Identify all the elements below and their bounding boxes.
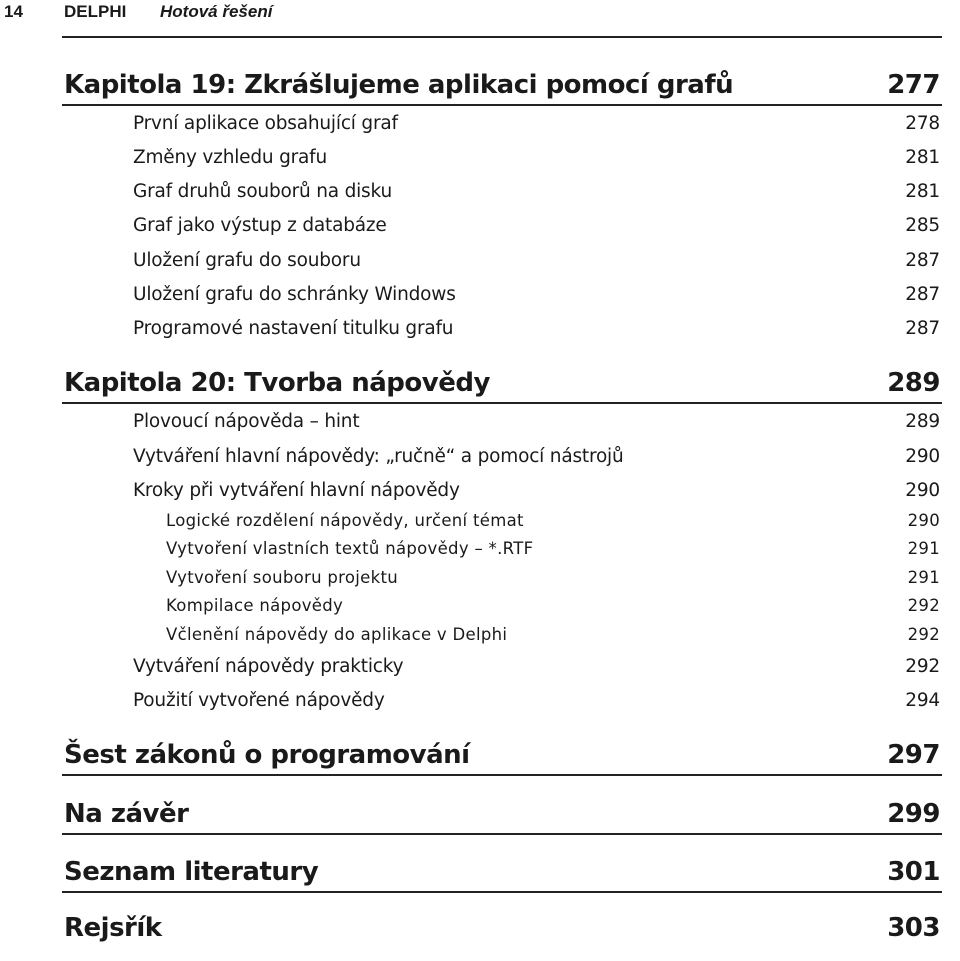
book-subtitle: Hotová řešení xyxy=(160,2,273,21)
toc-page: 290 xyxy=(905,446,940,467)
chapter-rule xyxy=(62,774,942,776)
toc-page: 303 xyxy=(887,913,940,943)
toc-page: 297 xyxy=(887,740,940,770)
toc-title: Vytváření nápovědy prakticky xyxy=(133,656,404,677)
toc-title: Uložení grafu do schránky Windows xyxy=(133,284,456,305)
toc-title: Kapitola 20: Tvorba nápovědy xyxy=(64,368,490,398)
chapter-rule xyxy=(62,104,942,106)
book-title: DELPHI xyxy=(64,2,127,21)
toc-page: 285 xyxy=(905,215,940,236)
toc-page: 290 xyxy=(907,511,940,530)
toc-page: 287 xyxy=(905,250,940,271)
toc-page: 289 xyxy=(905,411,940,432)
toc-title: Vytváření hlavní nápovědy: „ručně“ a pomocí nástrojů xyxy=(133,446,624,467)
toc-page: 292 xyxy=(907,625,940,644)
toc-page: 287 xyxy=(905,318,940,339)
toc-title: Plovoucí nápověda – hint xyxy=(133,411,360,432)
toc-title: Na závěr xyxy=(64,799,189,829)
toc-page: 281 xyxy=(905,147,940,168)
toc-page: 278 xyxy=(905,113,940,134)
header-rule xyxy=(62,36,942,38)
toc-title: Logické rozdělení nápovědy, určení témat xyxy=(166,511,524,530)
toc-title: Vytvoření souboru projektu xyxy=(166,568,399,587)
toc-page: 277 xyxy=(887,70,940,100)
toc-title: Uložení grafu do souboru xyxy=(133,250,361,271)
page-number: 14 xyxy=(4,2,23,21)
chapter-rule xyxy=(62,891,942,893)
toc-page: 287 xyxy=(905,284,940,305)
toc-title: Graf druhů souborů na disku xyxy=(133,181,392,202)
toc-title: Vytvoření vlastních textů nápovědy – *.RTF xyxy=(166,539,534,558)
toc-page: 299 xyxy=(887,799,940,829)
toc-title: Včlenění nápovědy do aplikace v Delphi xyxy=(166,625,508,644)
toc-title: Graf jako výstup z databáze xyxy=(133,215,387,236)
toc-page: 289 xyxy=(887,368,940,398)
toc-page: 292 xyxy=(907,596,940,615)
toc-page: 281 xyxy=(905,181,940,202)
toc-title: Změny vzhledu grafu xyxy=(133,147,328,168)
toc-page: 291 xyxy=(907,568,940,587)
toc-title: Programové nastavení titulku grafu xyxy=(133,318,454,339)
toc-title: Použití vytvořené nápovědy xyxy=(133,690,385,711)
toc-page: 291 xyxy=(907,539,940,558)
toc-title: Seznam literatury xyxy=(64,857,319,887)
toc-title: Kroky při vytváření hlavní nápovědy xyxy=(133,480,460,501)
toc-page: 290 xyxy=(905,480,940,501)
chapter-rule xyxy=(62,402,942,404)
toc-page: 301 xyxy=(887,857,940,887)
toc-title: Rejsřík xyxy=(64,913,162,943)
toc-page: 294 xyxy=(905,690,940,711)
toc-title: První aplikace obsahující graf xyxy=(133,113,398,134)
toc-title: Šest zákonů o programování xyxy=(64,740,470,770)
chapter-rule xyxy=(62,833,942,835)
toc-title: Kompilace nápovědy xyxy=(166,596,344,615)
toc-page: 292 xyxy=(905,656,940,677)
toc-title: Kapitola 19: Zkrášlujeme aplikaci pomocí grafů xyxy=(64,70,734,100)
